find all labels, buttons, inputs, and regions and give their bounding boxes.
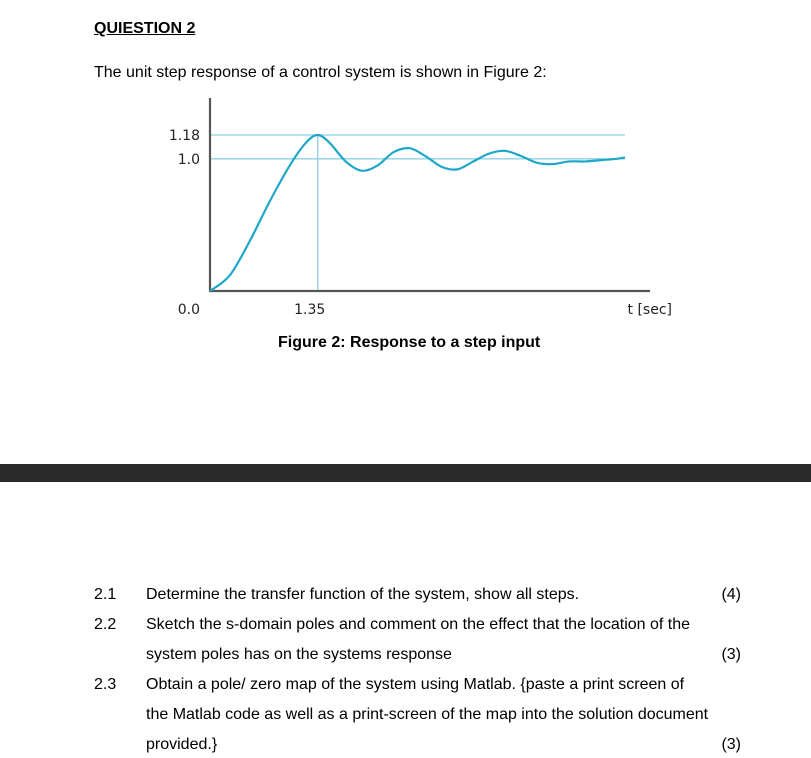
question-heading: QUIESTION 2 — [94, 20, 196, 37]
question-text: Obtain a pole/ zero map of the system using Matlab. {paste a print screen of — [146, 676, 685, 693]
question-marks: (3) — [721, 736, 741, 753]
question-text: Determine the transfer function of the system, show all steps. — [146, 586, 580, 603]
question-text: provided.} — [146, 736, 218, 753]
question-number: 2.3 — [94, 676, 117, 693]
chart-axes — [209, 98, 650, 292]
chart-labels — [169, 128, 672, 318]
x-axis-label: t [sec] — [627, 302, 672, 318]
chart-guides — [210, 135, 625, 291]
question-text: system poles has on the systems response — [146, 646, 452, 663]
x-tick-label: 1.35 — [294, 302, 326, 318]
question-number: 2.1 — [94, 586, 117, 603]
question-number: 2.2 — [94, 616, 117, 633]
step-response-chart — [150, 88, 690, 330]
question-text: the Matlab code as well as a print-screen of the map into the solution document — [146, 706, 709, 723]
question-intro: The unit step response of a control system is shown in Figure 2: — [94, 64, 547, 81]
question-marks: (3) — [721, 646, 741, 663]
question-marks: (4) — [721, 586, 741, 603]
y-tick-label: 1.18 — [168, 128, 200, 144]
y-tick-label: 1.0 — [177, 151, 200, 168]
figure-caption: Figure 2: Response to a step input — [278, 334, 541, 351]
question-text: Sketch the s-domain poles and comment on the effect that the location of the — [146, 616, 691, 633]
section-divider — [0, 464, 811, 482]
x-tick-label: 0.0 — [177, 302, 200, 318]
